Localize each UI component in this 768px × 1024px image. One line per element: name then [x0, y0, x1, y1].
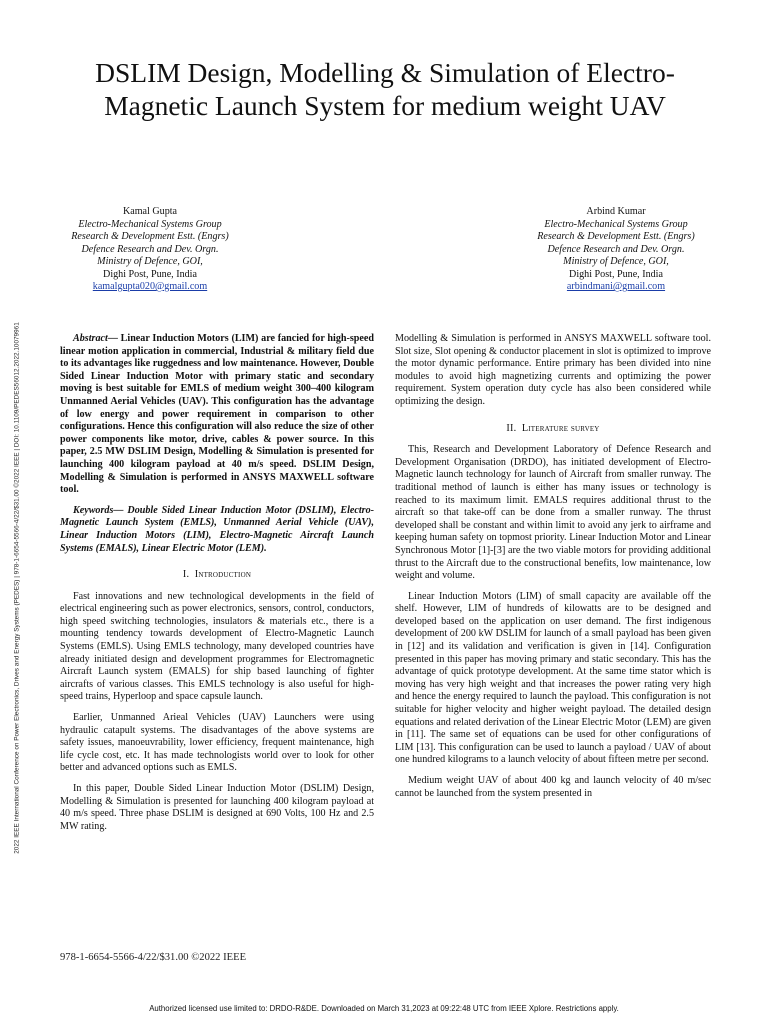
- paragraph: This, Research and Development Laboratory of Defence Research and Development Organisation (DRDO), has initiated development of Electro-Magnetic launch technology for launch of Aircraft from smaller runway. The traditional method of launch is either has many issues or technology is reached to its maximum limit. EMALS requires additional thrust to the aircraft so that take-off can be done from a smaller runway. The thrust developed shall be constant and within limit to avoid any jerk to airframe and keeping human safety on topmost priority. Linear Induction Motor and Linear Synchronous Motor [1]-[3] are the two viable motors for providing additional thrust to the Aircraft due to the constructional benefits, low maintenance, low weight and volume.: [395, 444, 711, 582]
- section-number: II.: [506, 422, 517, 434]
- right-column: [395, 333, 711, 808]
- author-place: Dighi Post, Pune, India: [569, 268, 663, 280]
- author-affiliation: Ministry of Defence, GOI,: [97, 256, 203, 267]
- section-number: I.: [182, 569, 190, 581]
- paragraph: Medium weight UAV of about 400 kg and launch velocity of 40 m/sec cannot be launched from the system presented in: [395, 775, 711, 799]
- author-affiliation: Ministry of Defence, GOI,: [563, 256, 669, 267]
- paper-title: DSLIM Design, Modelling & Simulation of Electro-Magnetic Launch System for medium weight UAV: [95, 57, 675, 122]
- left-column: [60, 333, 374, 841]
- author-affiliation: Electro-Mechanical Systems Group: [544, 218, 688, 230]
- keywords-label: Keywords: [73, 504, 114, 516]
- section-title: Introduction: [194, 569, 252, 581]
- author-block-1: [20, 206, 280, 294]
- paragraph: Linear Induction Motors (LIM) of small capacity are available off the shelf. However, LIM of hundreds of kilowatts are to be designed and developed based on the application on user demand. The first indigenous development of 200 kW DSLIM for launch of a small payload has been given in [12] and its validation and verification is given in [14]. Configuration presented in this paper has moving primary and static secondary. This has the advantage of quick prototype development. At the same time stator which is moving has very high weight and that increases the power rating very high and hence the energy required to launch the payload. This configuration is not suitable for higher velocity and higher weight payload. The detailed design equations and related derivation of the Linear Electric Motor (LEM) are given in [11]. The same set of equations can be used for other configurations of LIM [13]. This configuration can be used to launch a payload / UAV of about one hundred kilograms to a launch velocity of about fifteen metre per second.: [395, 590, 711, 766]
- author-name: Kamal Gupta: [122, 206, 178, 217]
- author-email-link[interactable]: kamalgupta020@gmail.com: [92, 281, 208, 292]
- author-affiliation: Defence Research and Dev. Orgn.: [81, 243, 219, 255]
- author-affiliation: Research & Development Estt. (Engrs): [537, 231, 695, 242]
- paragraph: Earlier, Unmanned Arieal Vehicles (UAV) Launchers were using hydraulic catapult systems. The disadvantages of the above systems are safety issues, manoeuvrability, lower efficiency, frequent maintenance, high life cycle cost, etc. It has made technologists world over to look for other better and advanced options such as EMLS.: [60, 712, 374, 774]
- keywords: [60, 505, 374, 555]
- author-affiliation: Electro-Mechanical Systems Group: [78, 218, 222, 230]
- doi-strip-text: 2022 IEEE International Conference on Power Electronics, Drives and Energy Systems (PEDES) | 978-1-6654-5566-4/22/$31.00 ©2022 IEEE | DOI: 10.1109/PEDES56012.2022.10079961: [13, 322, 21, 854]
- copyright-footer: 978-1-6654-5566-4/22/$31.00 ©2022 IEEE: [60, 952, 247, 963]
- author-email-link[interactable]: arbindmani@gmail.com: [566, 281, 666, 292]
- license-notice: Authorized licensed use limited to: DRDO-R&DE. Downloaded on March 31,2023 at 09:22:48 UTC from IEEE Xplore. Restrictions apply.: [149, 1004, 619, 1013]
- author-name: Arbind Kumar: [586, 206, 646, 217]
- author-place: Dighi Post, Pune, India: [103, 268, 197, 280]
- paragraph: Modelling & Simulation is performed in ANSYS MAXWELL software tool. Slot size, Slot opening & conductor placement in slot is optimized to improve the motor dynamic performance. Entire primary has been divided into nine modules to avoid high magnetizing currents and optimizing the power requirement. System operation duty cycle has also been considered while optimizing the design.: [395, 333, 711, 407]
- author-block-2: [486, 206, 746, 294]
- keywords-text: — Double Sided Linear Induction Motor (DSLIM), Electro-Magnetic Launch System (EMLS), Unmanned Aerial Vehicle (UAV), Linear Induction Motors (LIM), Electro-Magnetic Aircraft Launch Systems (EMALS), Linear Electric Motor (LEM).: [60, 504, 374, 554]
- section-heading-introduction: [60, 569, 374, 582]
- section-heading-literature-survey: [395, 423, 711, 436]
- paragraph: Fast innovations and new technological developments in the field of electrical engineering such as power electronics, sensors, control, conductors, high speed switching technologies, insulators & materials etc., there is a mounting tendency towards development of Electro-Magnetic Launch Systems (EMLS). Using EMLS technology, many developed countries have already initiated design and development programmes for Electromagnetic Aircraft Launch system (EMALS) for ship based launching of fighter aircrafts of various classes. This EMLS technology is also useful for high-speed trains, Hyperloop and space capsule launch.: [60, 590, 374, 703]
- author-affiliation: Defence Research and Dev. Orgn.: [547, 243, 685, 255]
- abstract-text: — Linear Induction Motors (LIM) are fancied for high-speed linear motion application in commercial, Industrial & military field due to its advantages like ruggedness and low maintenance. However, Double Sided Linear Induction Motor with primary static and secondary moving is best suitable for EMLS of medium weight 300–400 kilogram Unmanned Aerial Vehicles (UAV). This configuration has the advantage of low energy and power requirement in comparison to other configurations. Hence this configuration will also reduce the size of other power components like motor, drive, cables & power source. In this paper, 2.5 MW DSLIM Design, Modelling & Simulation is presented for launching 400 kilogram payload at 40 m/s speed. DSLIM Design, Modelling & Simulation is performed in ANSYS MAXWELL software tool.: [60, 333, 374, 496]
- section-title: Literature survey: [521, 422, 600, 434]
- side-strip: [10, 226, 24, 950]
- author-affiliation: Research & Development Estt. (Engrs): [71, 231, 229, 242]
- abstract-label: Abstract: [73, 333, 108, 344]
- abstract: [60, 333, 374, 497]
- paragraph: In this paper, Double Sided Linear Induction Motor (DSLIM) Design, Modelling & Simulation is presented for launching 400 kilogram payload at 40 m/s speed. Three phase DSLIM is designed at 690 Volts, 100 Hz and 2.5 MW rating.: [60, 783, 374, 832]
